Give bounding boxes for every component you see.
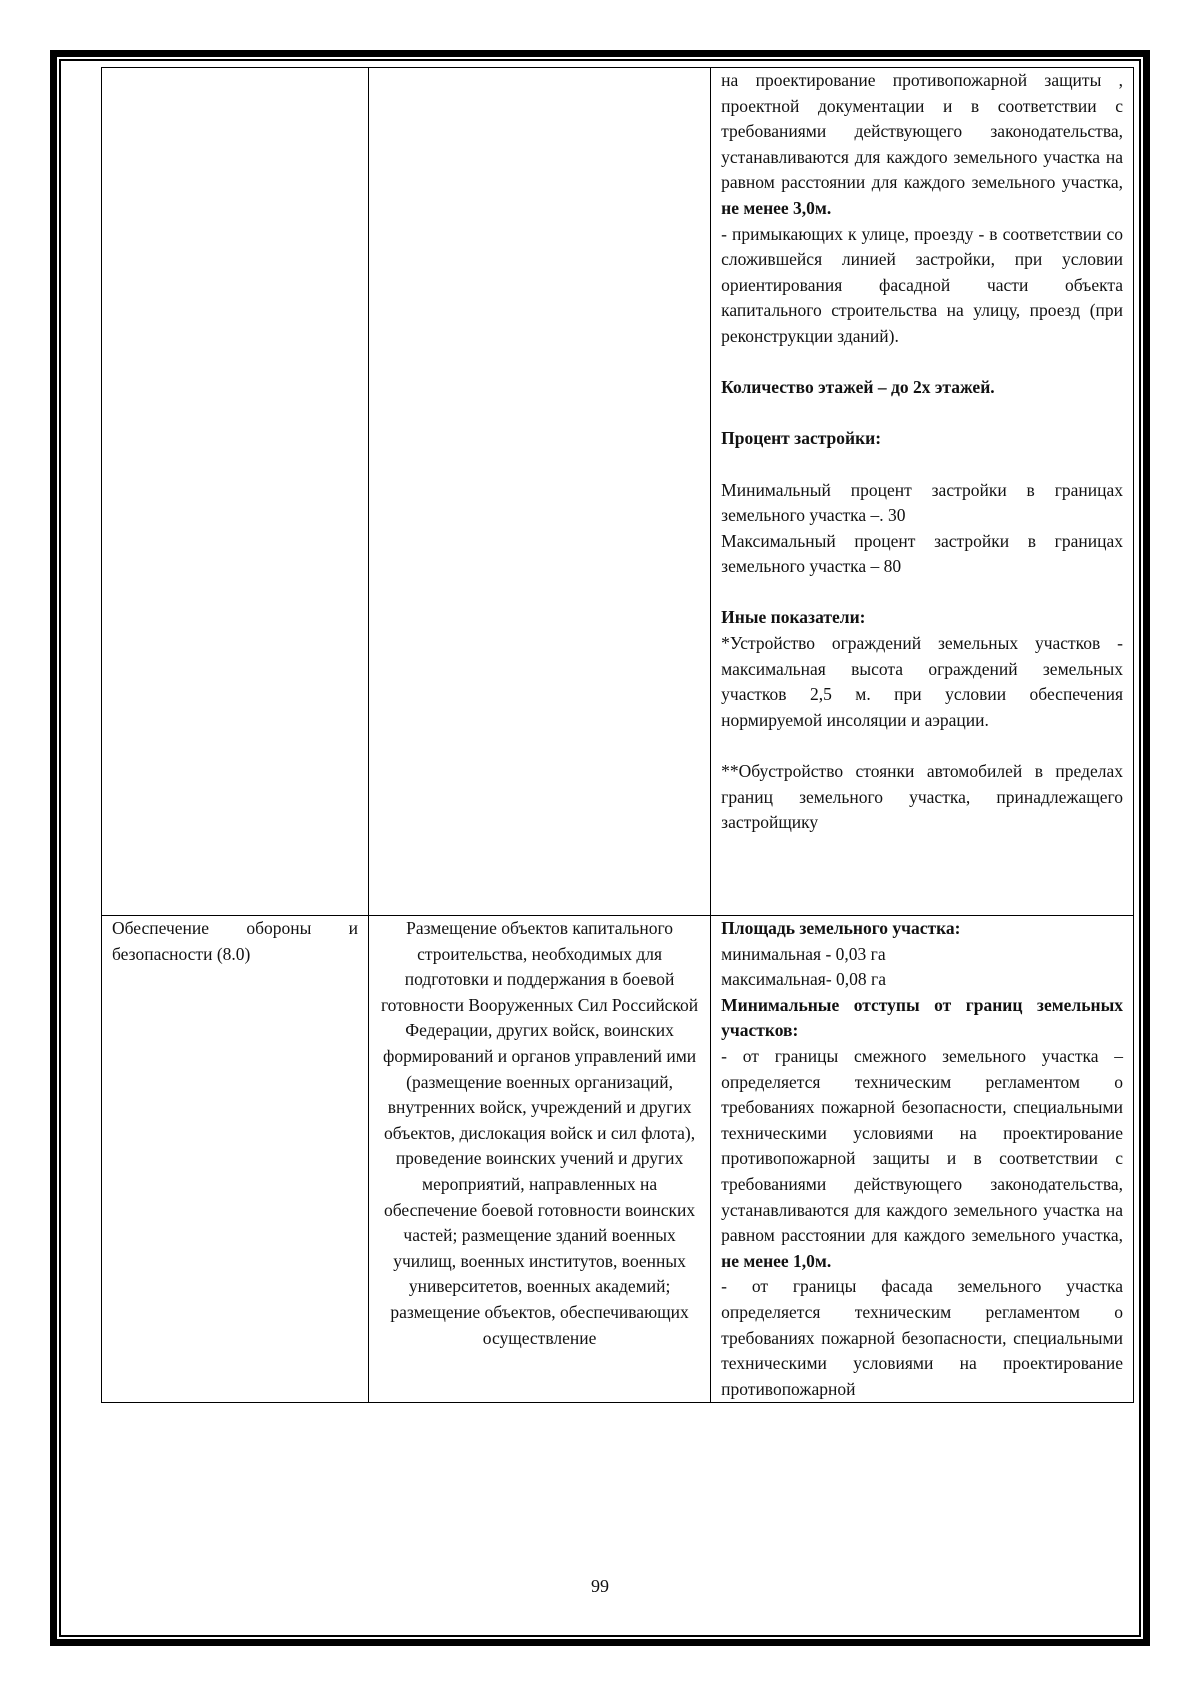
table-row	[102, 68, 1134, 916]
min-percent: Минимальный процент застройки в границах земельного участка –. 30	[721, 479, 1123, 526]
setback-heading: Минимальные отступы от границ земельных участков:	[721, 994, 1123, 1041]
percent-heading: Процент застройки:	[721, 428, 882, 449]
facade-paragraph: - от границы фасада земельного участка определяется техническим регламентом о требованиях пожарной безопасности, специальными техническими условиями на проектирование противопожарной	[721, 1276, 1123, 1399]
page-number: 99	[591, 1576, 609, 1596]
setback-paragraph: - от границы смежного земельного участка – определяется техническим регламентом о требованиях пожарной безопасности, специальными техническими условиями на проектирование противопожарной защиты и в соответствии с требованиями действующего законодательства, устанавливаются для каждого земельного участка на равном расстоянии для каждого земельного участка, не менее 1,0м.	[721, 1045, 1123, 1271]
parameters-cell	[711, 68, 1134, 916]
area-min: минимальная - 0,03 га	[721, 943, 886, 964]
area-max: максимальная- 0,08 га	[721, 969, 886, 990]
street-setback-paragraph: - примыкающих к улице, проезду - в соответствии со сложившейся линией застройки, при условии ориентирования фасадной части объекта капитального строительства на улицу, проезд (при реконструкции зданий).	[721, 223, 1123, 346]
fence-paragraph: *Устройство ограждений земельных участков - максимальная высота ограждений земельных участков 2,5 м. при условии обеспечения нормируемой инсоляции и аэрации.	[721, 633, 1123, 730]
use-type-cell	[102, 68, 369, 916]
setback-paragraph: на проектирование противопожарной защиты , проектной документации и в соответствии с требованиями действующего законодательства, устанавливаются для каждого земельного участка на равном расстоянии для каждого земельного участка, не менее 3,0м.	[721, 70, 1123, 218]
table-row	[102, 916, 1134, 1403]
floors-paragraph: Количество этажей – до 2х этажей.	[721, 377, 995, 398]
area-heading: Площадь земельного участка:	[721, 918, 961, 938]
max-percent: Максимальный процент застройки в границах земельного участка – 80	[721, 530, 1123, 577]
parameters-cell	[711, 916, 1134, 1403]
description-cell	[368, 68, 710, 916]
parking-paragraph: **Обустройство стоянки автомобилей в пределах границ земельного участка, принадлежащего застройщику	[721, 761, 1123, 833]
description-cell: Размещение объектов капитального строительства, необходимых для подготовки и поддержания в боевой готовности Вооруженных Сил Российской Федерации, других войск, воинских формирований и органов управлений ими (размещение военных организаций, внутренних войск, учреждений и других объектов, дислокация войск и сил флота), проведение воинских учений и других мероприятий, направленных на обеспечение боевой готовности воинских частей; размещение зданий военных училищ, военных институтов, военных университетов, военных академий; размещение объектов, обеспечивающих осуществление	[368, 916, 710, 1403]
use-type-cell: Обеспечение обороны и безопасности (8.0)	[102, 916, 369, 1403]
other-heading: Иные показатели:	[721, 607, 866, 628]
regulations-table	[101, 67, 1134, 1403]
